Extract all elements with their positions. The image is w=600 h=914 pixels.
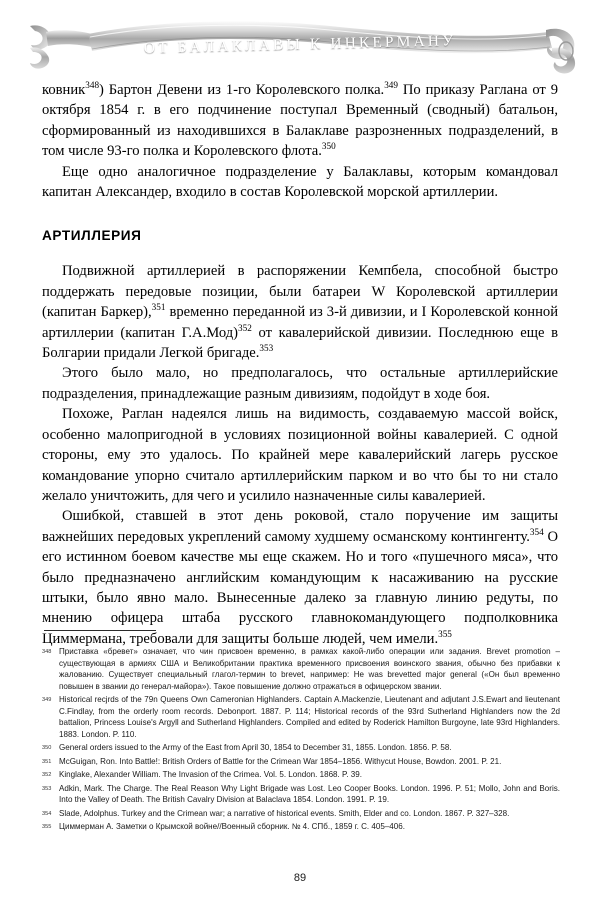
footnote-text: Приставка «бревет» означает, что чин присвоен временно, в рамках какой-либо операции или задания. Brevet promotion – существующая в армиях США и Великобритании практика временного присвоения воинского звания, обычно без прибавки к жалованию. Существует специальный глагол-термин to brevet, например: He was brevetted major general («Он был временно повышен в звании до генерал-майора»). Такое повышение должно отражаться в офицерском звании. <box>59 647 560 691</box>
footnote-number[interactable]: 348 <box>42 649 52 655</box>
footnote-number[interactable]: 350 <box>42 745 52 751</box>
paragraph-6: Ошибкой, ставшей в этот день роковой, стало поручение им защиты важнейших передовых укреплений самому худшему османскому контингенту.$^{354}$ О его истинном боевом качестве мы еще скажем. Но и того «пушечного мяса», что было предназначено английским командующим к насаживанию на русские штыки, было явно мало. Вынесенные далеко за главную линию редуты, по мнению офицера штаба русского главнокомандующего подполковника Циммермана, требовали для защиты больше людей, чем имели.$^{355}$ <box>42 508 558 647</box>
running-chapter-title: ОТ БАЛАКЛАВЫ К ИНКЕРМАНУ <box>143 32 457 57</box>
footnote-item <box>42 783 560 806</box>
paragraph-5: Похоже, Раглан надеялся лишь на видимость, создаваемую массой войск, особенно малопригодной в условиях позиционной войны кавалерией. С одной стороны, ему это удалось. По крайней мере кавалерийский лагерь русское командование упорно считало артиллерийским парком и во что бы то ни стало желало уничтожить, для чего и усилило назначенные силы кавалерией. <box>42 406 558 504</box>
footnote-text: Historical recjrds of the 79n Queens Own Cameronian Highlanders. Captain A.Mackenzie, Lieutenant and adjutant J.S.Ewart and lieutenant C.Findlay, from the orderly room records. Debonport. 1887. P. 114; Historical records of the 93rd Sutherland Highlanders now the 2d battalion, Princess Louise's Argyll and Sutherland Highlanders. Compiled and edited by Roderick Hamilton Burgoyne, late 93rd Highlanders. 1883. London. P. 110. <box>59 695 560 739</box>
paragraph-1: ковник$^{348}$) Бартон Девени из 1-го Королевского полка.$^{349}$ По приказу Раглана от 9 октября 1854 г. в его подчинение поступал Временный (сводный) батальон, сформированный из находившихся в Балаклаве разрозненных подразделений, в том числе 93-го полка и Королевского флота.$^{350}$ <box>42 80 558 160</box>
paragraph-2: Еще одно аналогичное подразделение у Балаклавы, которым командовал капитан Александер, входило в состав Королевской морской артиллерии. <box>42 163 558 201</box>
ribbon-band <box>88 21 552 53</box>
footnote-text: Циммерман А. Заметки о Крымской войне//Военный сборник. № 4. СПб., 1859 г. С. 405–406. <box>59 822 405 831</box>
footnote-number[interactable]: 352 <box>42 772 52 778</box>
footnote-text: Slade, Adolphus. Turkey and the Crimean war; a narrative of historical events. Smith, Elder and co. London. 1867. P. 327–328. <box>59 808 510 818</box>
footnote-text: General orders issued to the Army of the East from April 30, 1854 to December 31, 1855. London. 1856. P. 58. <box>59 743 452 752</box>
footnote-number[interactable]: 354 <box>42 810 52 817</box>
paragraph-4: Этого было мало, но предполагалось, что остальные артиллерийские подразделения, принадлежащие разным дивизиям, подойдут в ходе боя. <box>42 365 558 402</box>
footnote-item <box>42 694 560 740</box>
section-heading: АРТИЛЛЕРИЯ <box>42 228 142 244</box>
footnote-item <box>42 756 560 768</box>
footnote-number[interactable]: 349 <box>42 697 52 703</box>
chapter-banner <box>0 18 600 76</box>
footnote-number[interactable]: 351 <box>42 758 52 765</box>
page-number: 89 <box>293 872 307 884</box>
footnote-ref-351[interactable]: 351 <box>151 302 166 313</box>
footnote-ref-353[interactable]: 353 <box>259 343 274 354</box>
footnote-ref-352[interactable]: 352 <box>238 322 252 333</box>
footnote-item <box>42 769 560 781</box>
ribbon-scroll-right-shape <box>546 29 575 74</box>
ribbon-graphic <box>0 18 600 76</box>
footnotes-block <box>42 646 560 835</box>
footnote-text: Kinglake, Alexander William. The Invasion of the Crimea. Vol. 5. London. 1868. P. 39. <box>59 770 362 779</box>
footnote-ref-355[interactable]: 355 <box>438 628 452 639</box>
paragraph-3: Подвижной артиллерией в распоряжении Кемпбела, способной быстро поддержать передовые позиции, были батареи W Королевской артиллерии (капитан Баркер),$^{351}$ временно переданной из 3-й дивизии, и I Королевской конной артиллерии (капитан Г.А.Мод)$^{352}$ от кавалерийской дивизии. Последнюю еще в Болгарии придали Легкой бригаде.$^{353}$ <box>42 263 558 362</box>
footnote-item <box>42 742 560 754</box>
footnote-text: Adkin, Mark. The Charge. The Real Reason Why Light Brigade was Lost. Leo Cooper Books. London. 1996. P. 51; Mollo, John and Boris. Into the Valley of Death. The British Cavalry Division at Balaclava 1854. London. 1991. P. 19. <box>59 783 560 804</box>
footnote-item <box>42 646 560 692</box>
footnote-ref-349[interactable]: 349 <box>384 80 398 91</box>
footnote-item <box>42 821 560 833</box>
footnote-number[interactable]: 355 <box>42 824 52 830</box>
footnote-ref-348[interactable]: 348 <box>85 80 100 91</box>
body-text-column <box>42 80 558 649</box>
footnote-ref-354[interactable]: 354 <box>529 526 544 537</box>
footnote-number[interactable]: 353 <box>42 785 52 792</box>
footnote-separator-rule <box>44 630 156 631</box>
ribbon-tail-left-shape <box>30 25 96 68</box>
footnote-text: McGuigan, Ron. Into Battle!: British Orders of Battle for the Crimean War 1854–1856. Withycut House, Bowdon. 2001. P. 21. <box>59 756 502 766</box>
footnote-ref-350[interactable]: 350 <box>321 141 336 152</box>
footnote-item <box>42 808 560 820</box>
